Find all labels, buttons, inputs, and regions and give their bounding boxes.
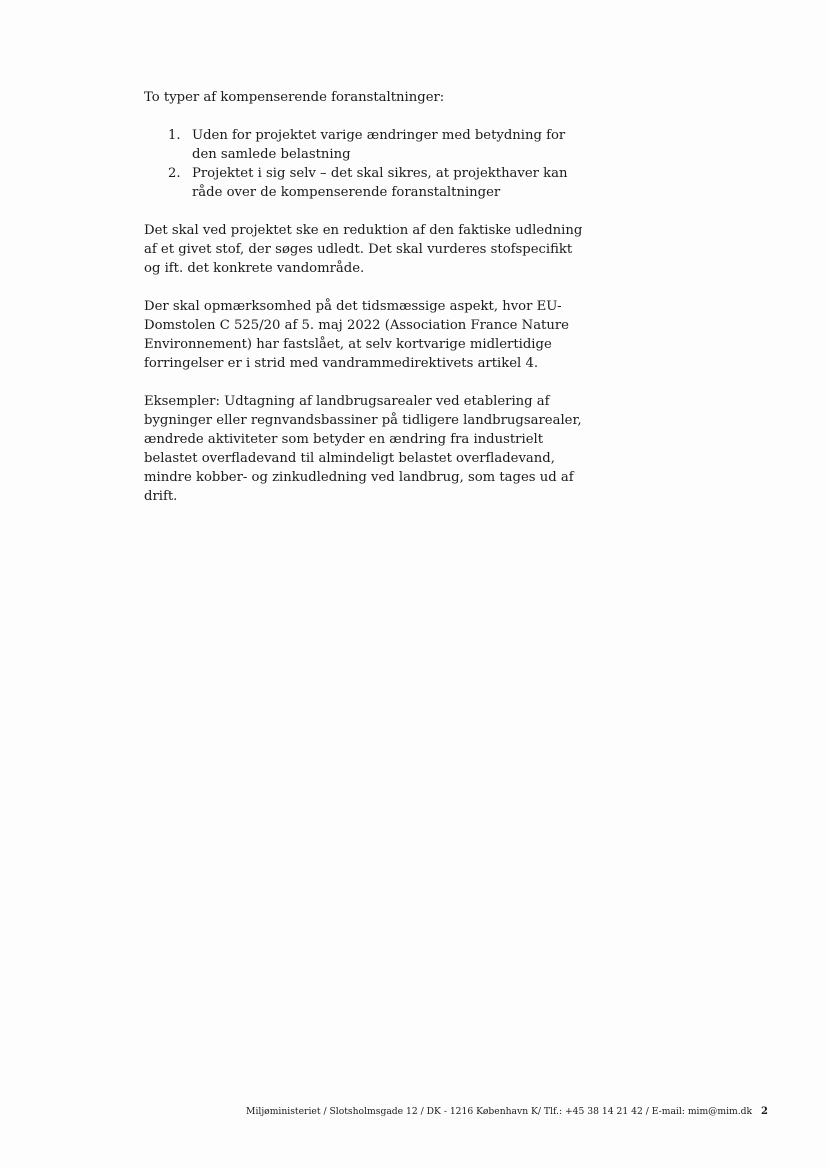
list-item-text: Uden for projektet varige ændringer med betydning for den samlede belastning (192, 128, 566, 162)
document-body (144, 88, 584, 525)
paragraph-examples: Eksempler: Udtagning af landbrugsarealer ved etablering af bygninger eller regnvandsbassiner på tidligere landbrugsarealer, ændrede aktiviteter som betyder en ændring fra industrielt belastet overfladevand til almindeligt belastet overfladevand, mindre kobber- og zinkudledning ved landbrug, som tages ud af drift. (144, 394, 582, 504)
paragraph-time-aspect: Der skal opmærksomhed på det tidsmæssige aspekt, hvor EU-Domstolen C 525/20 af 5. maj 2022 (Association France Nature Environnement) har fastslået, at selv kortvarige midlertidige forringelser er i strid med vandrammedirektivets artikel 4. (144, 299, 569, 371)
page-number: 2 (761, 1106, 768, 1117)
intro-text: To typer af kompenserende foranstaltninger: (144, 90, 445, 105)
paragraph-reduction: Det skal ved projektet ske en reduktion af den faktiske udledning af et givet stof, der søges udledt. Det skal vurderes stofspecifikt og ift. det konkrete vandområde. (144, 223, 583, 276)
measures-list (144, 126, 584, 202)
list-item-number: 2. (168, 166, 181, 181)
list-item (144, 164, 584, 202)
footer-address: Miljøministeriet / Slotsholmsgade 12 / DK - 1216 København K/ Tlf.: +45 38 14 21 42 / E-mail: mim@mim.dk (246, 1106, 753, 1117)
list-item (144, 126, 584, 164)
page-footer (246, 1106, 768, 1117)
list-item-text: Projektet i sig selv – det skal sikres, at projekthaver kan råde over de kompenserende foranstaltninger (192, 166, 568, 200)
list-item-number: 1. (168, 128, 181, 143)
